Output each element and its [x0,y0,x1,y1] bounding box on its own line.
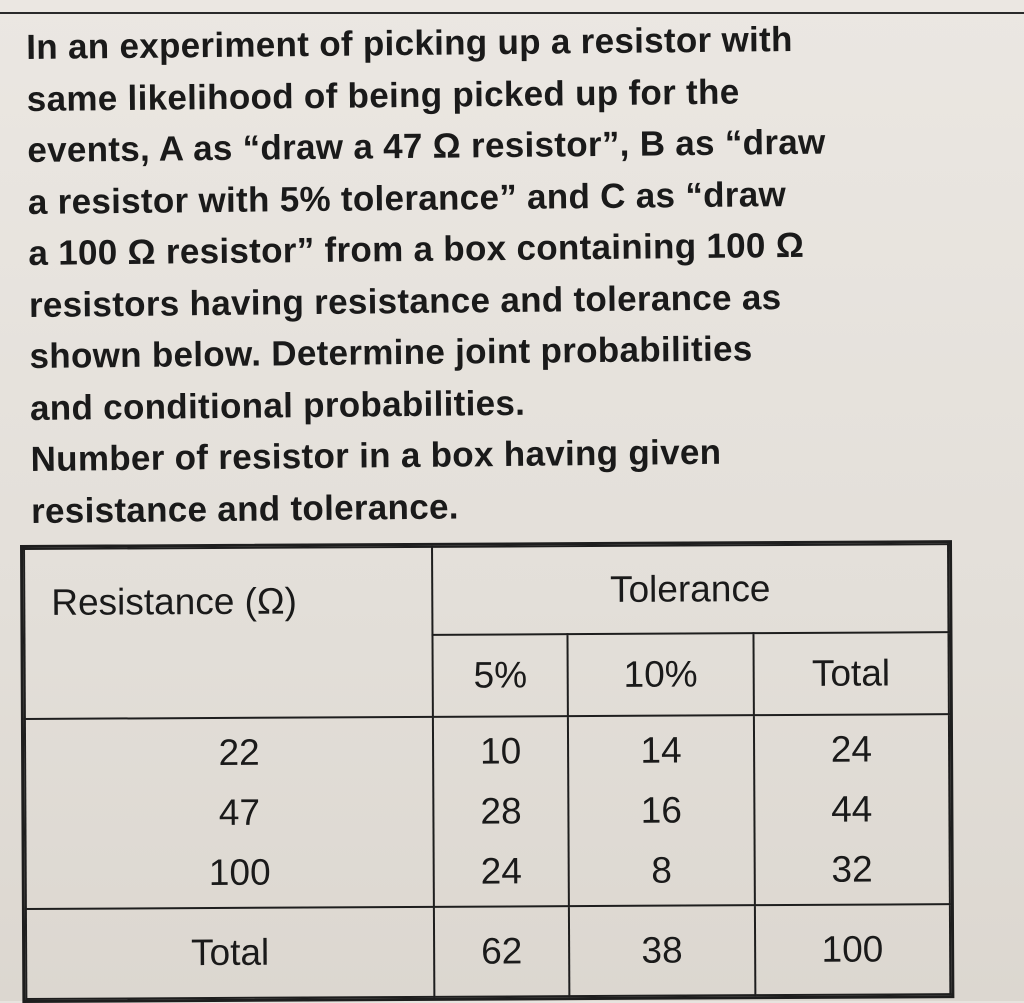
grand-total: 100 [755,904,951,995]
table-caption-line: Number of resistor in a box having given [30,432,722,479]
value-22-5pct: 10 [480,730,522,772]
value-22-10pct: 14 [640,729,682,771]
tolerance-5pct-cell [433,716,569,907]
value-47-10pct: 16 [640,789,683,831]
resistance-22: 22 [218,731,260,773]
resistance-47: 47 [218,791,261,833]
problem-line: and conditional probabilities. [29,383,526,428]
problem-line: events, A as “draw a 47 Ω resistor”, B as “draw [27,122,826,170]
column-header-5pct: 5% [432,634,568,717]
total-5pct: 62 [434,906,570,997]
total-10pct: 38 [569,905,755,996]
tolerance-header: Tolerance [432,544,948,635]
problem-line: a 100 Ω resistor” from a box containing 100 Ω [28,225,805,273]
value-100-total: 32 [831,848,873,890]
problem-line: resistors having resistance and tolerance as [28,277,782,325]
problem-line: In an experiment of picking up a resistor with [26,19,793,67]
resistance-values-cell [25,717,434,909]
resistor-table [20,540,954,1003]
table-caption-line: resistance and tolerance. [30,486,460,531]
value-47-total: 44 [831,788,873,830]
column-header-total: Total [753,632,949,715]
total-label: Total [26,907,434,999]
value-100-10pct: 8 [651,849,673,891]
resistance-100: 100 [208,851,271,894]
problem-line: a resistor with 5% tolerance” and C as “draw [27,174,787,222]
problem-line: same likelihood of being picked up for the [26,72,740,119]
row-total-cell [754,714,950,905]
value-22-total: 24 [830,728,873,770]
value-47-5pct: 28 [480,790,522,832]
problem-statement [26,12,981,537]
resistance-header: Resistance (Ω) [24,547,433,719]
tolerance-10pct-cell [568,715,754,906]
problem-line: shown below. Determine joint probabilities [29,329,753,376]
value-100-5pct: 24 [480,850,523,892]
column-header-10pct: 10% [568,633,754,716]
